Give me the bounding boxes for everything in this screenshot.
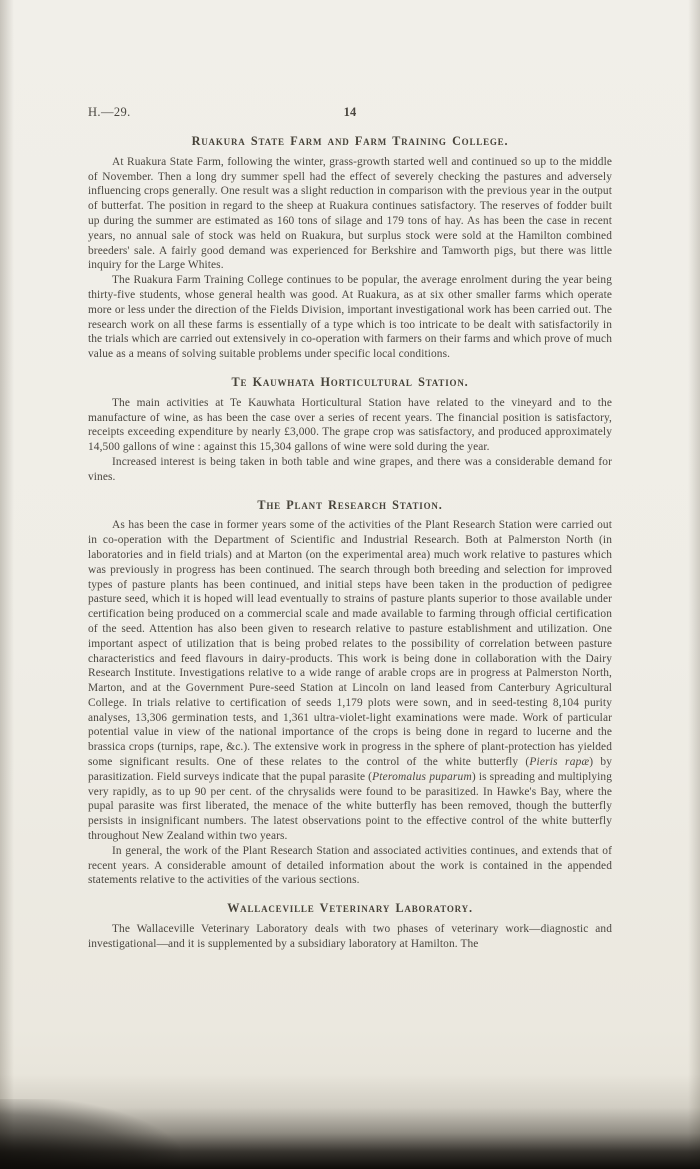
report-identifier: H.—29.: [88, 105, 131, 119]
page-number: 14: [343, 105, 357, 119]
text-run: Increased interest is being taken in both table and wine grapes, and there was a considerable demand for vines.: [88, 455, 612, 483]
section-heading-wallaceville: Wallaceville Veterinary Laboratory.: [227, 901, 473, 916]
paragraph: [88, 155, 612, 273]
scan-edge-right: [688, 0, 700, 1169]
paragraph: [88, 922, 612, 952]
paragraph: [88, 273, 612, 362]
section-heading-plant-research: The Plant Research Station.: [257, 497, 443, 512]
text-run: The main activities at Te Kauwhata Horticultural Station have related to the vineyard and to the manufacture of wine, as has been the case over a series of recent years. The financial position is satisfactory, receipts exceeding expenditure by nearly £3,000. The grape crop was satisfactory, and produced approximately 14,500 gallons of wine : against this 15,304 gallons of wine were sold during the year.: [88, 396, 612, 454]
paragraph: [88, 518, 612, 844]
page-content: [88, 105, 612, 952]
section-heading-ruakura: Ruakura State Farm and Farm Training College.: [191, 134, 509, 148]
text-run: The Ruakura Farm Training College continues to be popular, the average enrolment during the year being thirty-five students, whose general health was good. At Ruakura, as at six other smaller farms which operate more or less under the direction of the Fields Division, important investigational work has been carried out. The research work on all these farms is essentially of a type which is too intricate to be dealt with satisfactorily in the trials which are carried out extensively in co-operation with farmers on their farms and which prove of much value as a means of solving suitable problems under specific local conditions.: [88, 274, 612, 361]
scan-edge-left: [0, 0, 14, 1169]
page-header: [88, 105, 612, 121]
text-run: ) is spreading and multiplying very rapidly, as to up 90 per cent. of the chrysalids were found to be parasitized. In Hawke's Bay, where the pupal parasite was first liberated, the menace of the white butterfly has been removed, though the butterfly persists in insignificant numbers. The latest observations point to the effective control of the white butterfly throughout New Zealand within two years.: [88, 770, 612, 843]
section-heading-te-kauwhata: Te Kauwhata Horticultural Station.: [231, 374, 469, 389]
scan-edge-bottom-corner: [0, 1099, 180, 1169]
text-run: ) by parasitization. Field surveys indicate that the pupal parasite (: [88, 756, 612, 783]
text-run: The Wallaceville Veterinary Laboratory deals with two phases of veterinary work—diagnostic and investigational—and it is supplemented by a subsidiary laboratory at Hamilton. The: [88, 923, 612, 950]
paragraph: [88, 396, 612, 455]
italic-species-name: Pteromalus puparum: [372, 770, 472, 783]
scan-edge-bottom: [0, 1074, 700, 1169]
text-run: At Ruakura State Farm, following the winter, grass-growth started well and continued so up to the middle of November. Then a long dry summer spell had the effect of severely checking the pastures and adversely influencing crops generally. One result was a slight reduction in comparison with the previous year in the output of butterfat. The position in regard to the sheep at Ruakura continues satisfactory. The reserves of fodder built up during the summer are estimated as 160 tons of silage and 179 tons of hay. As has been the case in recent years, no annual sale of stock was held on Ruakura, but surplus stock were sold at the Hamilton combined breeders' sale. A fairly good demand was experienced for Berkshire and Tamworth pigs, but there was little inquiry for the Large Whites.: [88, 155, 612, 272]
paragraph: [88, 844, 612, 888]
paragraph: [88, 455, 612, 485]
text-run: As has been the case in former years some of the activities of the Plant Research Station were carried out in co-operation with the Department of Scientific and Industrial Research. Both at Palmerston North (in laboratories and in field trials) and at Marton (on the experimental area) much work relative to pastures which was previously in progress has been continued. The search through both breeding and selection for improved types of pasture plants has been continued, and initial steps have been taken in the production of pedigree pasture seed, which it is hoped will lead eventually to strains of pasture plants superior to those available under certification being produced on a commercial scale and made available to farming through official certification of the seed. Attention has also been given to research relative to pasture establishment and utilization. One important aspect of utilization that is being probed relates to the possibility of correlation between pasture characteristics and feed flavours in dairy-products. This work is being done in collaboration with the Dairy Research Institute. Investigations relative to a wide range of arable crops are in progress at Palmerston North, Marton, and at the Government Pure-seed Station at Lincoln on land leased from Canterbury Agricultural College. In trials relative to certification of seeds 1,179 plots were sown, and in seed-testing 8,104 purity analyses, 13,306 germination tests, and 1,361 ultra-violet-light examinations were made. Work of particular potential value in view of the national importance of the crops is being done in regard to lucerne and the brassica crops (turnips, rape, &c.). The extensive work in progress in the sphere of plant-protection has yielded some significant results. One of these relates to the control of the white butterfly (: [88, 519, 612, 769]
text-run: In general, the work of the Plant Research Station and associated activities continues, and extends that of recent years. A considerable amount of detailed information about the work is contained in the appended statements relative to the activities of the various sections.: [88, 844, 612, 887]
italic-species-name: Pieris rapæ: [529, 756, 590, 769]
